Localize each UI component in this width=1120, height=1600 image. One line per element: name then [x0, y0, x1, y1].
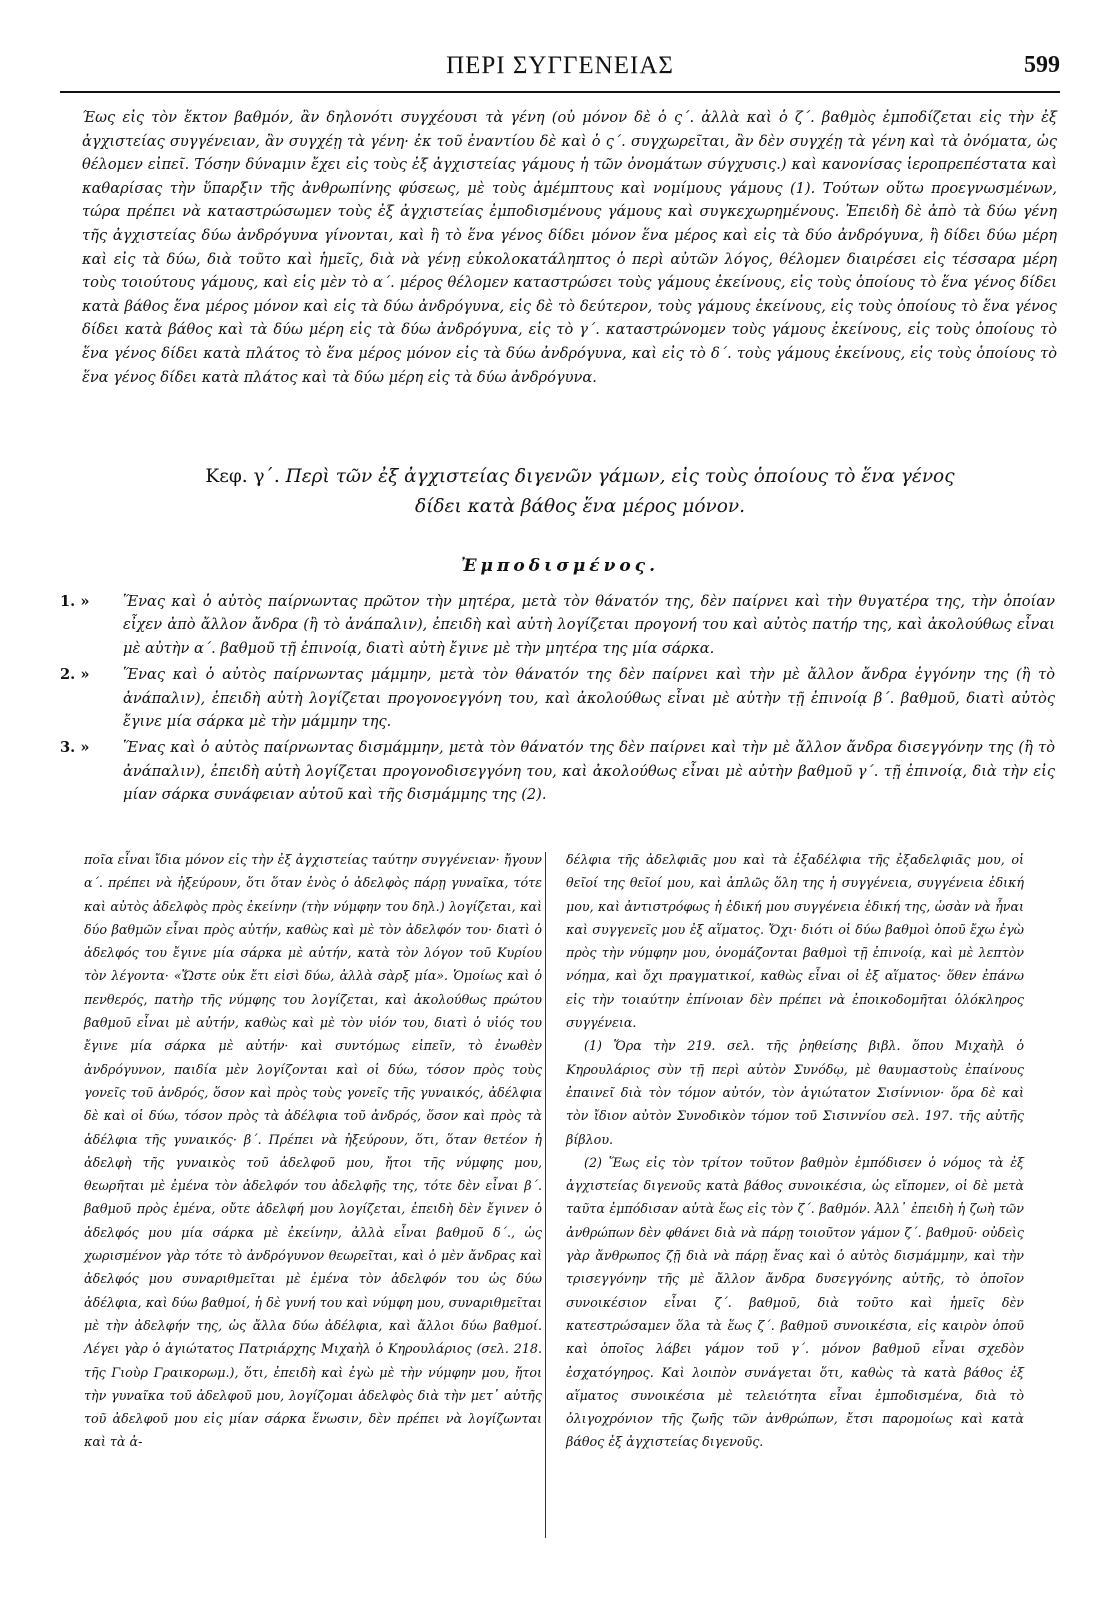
- rule-item: [60, 663, 1057, 733]
- rule-item: [60, 736, 1057, 806]
- rule-number: 1. »: [60, 593, 90, 610]
- rule-number: 3. »: [60, 739, 90, 757]
- header-rule: [60, 91, 1060, 93]
- chapter-heading: [140, 462, 1020, 522]
- rule-number: 2. »: [60, 666, 90, 684]
- rules-list: [60, 590, 1057, 810]
- chapter-title-2: δίδει κατὰ βάθος ἕνα μέρος μόνον.: [415, 496, 745, 517]
- footnote-column-right: [566, 848, 1024, 1454]
- chapter-heading-line-1: [140, 462, 1020, 492]
- rule-text: Ἕνας καὶ ὁ αὐτὸς παίρνωντας μάμμην, μετὰ τὸν θάνατόν της δὲν παίρνει καὶ τὴν μὲ ἄλλον ἄνδρα ἐγγόνην της (ἢ τὸ ἀνάπαλιν), ἐπειδὴ αὐτὴ λογίζεται προγονοεγγόνη του, καὶ ἀκολούθως εἶναι μὲ αὐτὴν τῇ ἐπινοίᾳ β΄. βαθμοῦ, διατὶ αὐτὸς ἔγινε μία σάρκα μὲ τὴν μάμμην της.: [123, 666, 1055, 731]
- rule-text: Ἕνας καὶ ὁ αὐτὸς παίρνωντας πρῶτον τὴν μητέρα, μετὰ τὸν θάνατόν της, δὲν παίρνει καὶ τὴν θυγατέρα της, τὴν ὁποίαν εἶχεν ἀπὸ ἄλλον ἄνδρα (ἢ τὸ ἀνάπαλιν), ἐπειδὴ καὶ αὐτὴ λογίζεται προγονή του καὶ αὐτὸς πατήρ της, καὶ ἀκολούθως εἶναι μὲ αὐτὴν α΄. βαθμοῦ τῇ ἐπινοίᾳ, διατὶ αὐτὴ ἔγινε μὲ τὴν μητέρα της μία σάρκα.: [123, 593, 1055, 657]
- rule-text: Ἕνας καὶ ὁ αὐτὸς παίρνωντας δισμάμμην, μετὰ τὸν θάνατόν της δὲν παίρνει καὶ τὴν μὲ ἄλλον ἄνδρα δισεγγόνην της (ἢ τὸ ἀνάπαλιν), ἐπειδὴ αὐτὴ λογίζεται προγονοδισεγγόνη του, καὶ ἀκολούθως εἶναι μὲ αὐτὴν βαθμοῦ γ΄. τῇ ἐπινοίᾳ, διὰ τὴν εἰς μίαν σάρκα συνάφειαν αὐτοῦ καὶ τῆς δισμάμμης της (2).: [123, 739, 1055, 804]
- rule-item: [60, 590, 1057, 660]
- footnote-text: δέλφια τῆς ἀδελφιᾶς μου καὶ τὰ ἐξαδέλφια τῆς ἐξαδελφιᾶς μου, οἱ θεῖοί της θεῖοί μου, καὶ ἁπλῶς ὅλη της ἡ συγγένεια, συγγένεια ἐδική μου, καὶ ἀντιστρόφως ἡ ἐδική μου συγγένεια ἐδική της, ὡσὰν νὰ ἦναι καὶ συγγενεῖς μου ἐξ αἵματος. Ὄχι· διότι οἱ δύω βαθμοὶ ὁποῦ ἔχω ἐγὼ πρὸς τὴν νύμφην μου, ὀνομάζονται βαθμοὶ τῇ ἐπινοίᾳ, καὶ μὲ λεπτὸν νόημα, καὶ ὄχι πραγματικοί, καθὼς εἶναι οἱ ἐξ αἵματος· ὅθεν ἐπάνω εἰς τὴν τοιαύτην ἐπίνοιαν δὲν πρέπει νὰ ἐποικοδομῆται ὁλόκληρος συγγένεια.: [566, 852, 1024, 1031]
- section-subheading: Ἐμποδισμένος.: [460, 556, 660, 576]
- footnote-1: (1) Ὅρα τὴν 219. σελ. τῆς ῥηθείσης βιβλ. ὅπου Μιχαὴλ ὁ Κηρουλάριος σὺν τῇ περὶ αὐτὸν Συνόδῳ, μὲ θαυμαστοὺς ἐπαίνους ἐπαινεῖ διὰ τὸν τόμον αὐτόν, τὸν ἁγιώτατον Σισίννιον· ὅρα δὲ καὶ τὸν ἴδιον αὐτὸν Συνοδικὸν τόμον τοῦ Σισιννίου σελ. 197. τῆς αὐτῆς βίβλου.: [566, 1038, 1024, 1147]
- page-number: 599: [1024, 52, 1060, 78]
- footnote-text: ποῖα εἶναι ἴδια μόνον εἰς τὴν ἐξ ἀγχιστείας ταύτην συγγένειαν· ἤγουν α΄. πρέπει νὰ ἠξεύρουν, ὅτι ὅταν ἑνὸς ὁ ἀδελφὸς πάρῃ γυναῖκα, τότε καὶ αὐτὸς ἀδελφὸς πρὸς ἐκείνην (τὴν νύμφην του δηλ.) λογίζεται, καὶ δύο βαθμῶν εἶναι πρὸς αὐτήν, καθὼς καὶ μὲ τὸν ἀδελφόν του· διατὶ ὁ ἀδελφός του ἔγινε μία σάρκα μὲ αὐτήν, κατὰ τὸν λόγον τοῦ Κυρίου τὸν λέγοντα· «Ὥστε οὐκ ἔτι εἰσὶ δύω, ἀλλὰ σὰρξ μία». Ὁμοίως καὶ ὁ πενθερός, πατὴρ τῆς νύμφης του λογίζεται, καὶ ἀκολούθως πρώτου βαθμοῦ εἶναι μὲ αὐτήν, καθὼς καὶ μὲ τὸν υἱόν του, διατὶ ὁ υἱός του ἔγινε μία σάρκα μὲ αὐτήν· καὶ συντόμως εἰπεῖν, τὸ ἐνωθὲν ἀνδρόγυνον, παιδία μὲν λογίζονται καὶ οἱ δύω, τόσον πρὸς τοὺς γονεῖς τοῦ ἀνδρός, ὅσον καὶ πρὸς τοὺς γονεῖς τῆς γυναικός, ἀδέλφια δὲ καὶ οἱ δύω, τόσον πρὸς τὰ ἀδέλφια τοῦ ἀνδρός, ὅσον καὶ πρὸς τὰ ἀδέλφια τῆς γυναικός· β΄. Πρέπει νὰ ἠξεύρουν, ὅτι, ὅταν θετέον ἡ ἀδελφὴ τῆς γυναικὸς τοῦ ἀδελφοῦ μου, ἤτοι τῆς νύμφης μου, θεωρῆται μὲ ἐμένα τὸν ἀδελφόν του ἀδελφῆς της, τότε δὲν εἶναι β΄. βαθμοῦ πρὸς ἐμένα, οὔτε ἀδελφή μου λογίζεται, ἐπειδὴ δὲν ἔγινεν ὁ ἀδελφός μου μία σάρκα μὲ ἐκείνην, ἀλλὰ εἶναι βαθμοῦ δ΄., ὡς χωρισμένον γὰρ τότε τὸ ἀνδρόγυνον θεωρεῖται, καὶ ὁ μὲν ἄνδρας καὶ ἀδελφός μου συναριθμεῖται μὲ ἐμένα τὸν ἀδελφόν του ὡς δύω ἀδέλφια, καὶ δύω βαθμοί, ἡ δὲ γυνή του καὶ νύμφη μου, συναριθμεῖται μὲ τὴν ἀδελφήν της, ὡς ἄλλα δύω ἀδέλφια, καὶ ἄλλοι δύω βαθμοί. Λέγει γὰρ ὁ ἁγιώτατος Πατριάρχης Μιχαὴλ ὁ Κηρουλάριος (σελ. 218. τῆς Γιοὺρ Γραικορωμ.), ὅτι, ἐπειδὴ καὶ ἐγὼ μὲ τὴν νύμφην μου, ἤτοι τὴν γυναῖκα τοῦ ἀδελφοῦ μου, λογίζομαι ἀδελφὸς διὰ τὴν μετ᾽ αὐτῆς τοῦ ἀδελφοῦ μου εἰς μίαν σάρκα ἕνωσιν, δὲν πρέπει νὰ λογίζωνται καὶ τὰ ἀ-: [84, 852, 542, 1450]
- footnote-column-left: [84, 848, 542, 1454]
- chapter-label: Κεφ. γ΄.: [205, 466, 280, 487]
- page-header: [60, 52, 1060, 92]
- chapter-title-1: Περὶ τῶν ἐξ ἀγχιστείας διγενῶν γάμων, εἰς τοὺς ὁποίους τὸ ἕνα γένος: [285, 466, 955, 487]
- running-title: ΠΕΡΙ ΣΥΓΓΕΝΕΙΑΣ: [446, 52, 674, 79]
- intro-paragraph: Έως εἰς τὸν ἕκτον βαθμόν, ἂν δηλονότι συγχέουσι τὰ γένη (οὐ μόνον δὲ ὁ ς΄. ἀλλὰ καὶ ὁ ζ΄. βαθμὸς ἐμποδίζεται εἰς τὴν ἐξ ἀγχιστείας συγγένειαν, ἂν συγχέῃ τὰ γένη· ἐκ τοῦ ἐναντίου δὲ καὶ ὁ ς΄. συγχωρεῖται, ἂν δὲν συγχέῃ τὰ γένη καὶ τὰ ὀνόματα, ὡς θέλομεν εἰπεῖ. Τόσην δύναμιν ἔχει εἰς τοὺς ἐξ ἀγχιστείας γάμους ἡ τῶν ὀνομάτων σύγχυσις.) καὶ κανονίσας ἱεροπρεπέστατα καὶ καθαρίσας τὴν ὕπαρξιν τῆς ἀνθρωπίνης φύσεως, μὲ τοὺς ἀμέμπτους καὶ νομίμους γάμους (1). Τούτων οὕτω προεγνωσμένων, τώρα πρέπει νὰ καταστρώσωμεν τοὺς ἐξ ἀγχιστείας ἐμποδισμένους γάμους καὶ συγκεχωρημένους. Ἐπειδὴ δὲ ἀπὸ τὰ δύω γένη τῆς ἀγχιστείας δύω ἀνδρόγυνα γίνονται, καὶ ἢ τὸ ἕνα γένος δίδει μόνον ἕνα μέρος καὶ εἰς τὰ δύο ἀνδρόγυνα, ἢ δίδει δύω μέρη καὶ εἰς τὰ δύω, διὰ τοῦτο καὶ ἡμεῖς, διὰ νὰ γένῃ εὐκολοκατάληπτος ὁ περὶ αὐτῶν λόγος, θέλομεν διαιρέσει εἰς τέσσαρα μέρη τοὺς τοιούτους γάμους, καὶ εἰς μὲν τὸ α΄. μέρος θέλομεν καταστρώσει τοὺς γάμους ἐκείνους, εἰς τοὺς ὁποίους τὸ ἕνα γένος δίδει κατὰ βάθος ἕνα μέρος μόνον καὶ εἰς τὰ δύω ἀνδρόγυνα, εἰς δὲ τὸ δεύτερον, τοὺς γάμους ἐκείνους, εἰς τοὺς ὁποίους τὸ ἕνα γένος δίδει κατὰ βάθος καὶ τὰ δύω μέρη εἰς τὰ δύω ἀνδρόγυνα, εἰς τὸ γ΄. καταστρώνομεν τοὺς γάμους ἐκείνους, εἰς τοὺς ὁποίους τὸ ἕνα γένος δίδει κατὰ πλάτος τὸ ἕνα μέρος μόνον εἰς τὰ δύω ἀνδρόγυνα, καὶ εἰς τὸ δ΄. τοὺς γάμους ἐκείνους, εἰς τοὺς ὁποίους τὸ ἕνα γένος δίδει κατὰ πλάτος καὶ τὰ δύω μέρη εἰς τὰ δύω ἀνδρόγυνα.: [82, 109, 1057, 386]
- column-divider: [545, 852, 546, 1538]
- footnote-2: (2) Ἕως εἰς τὸν τρίτον τοῦτον βαθμὸν ἐμπόδισεν ὁ νόμος τὰ ἐξ ἀγχιστείας διγενοῦς κατὰ βάθος συνοικέσια, ὡς εἴπομεν, οἱ δὲ μετὰ ταῦτα ἐμπόδισαν αὐτὰ ἕως εἰς τὸν ζ΄. βαθμόν. Ἀλλ᾽ ἐπειδὴ ἡ ζωὴ τῶν ἀνθρώπων δὲν φθάνει διὰ νὰ πάρῃ τοιοῦτον γάμον ζ΄. βαθμοῦ· οὐδεὶς γὰρ ἄνθρωπος ζῇ διὰ νὰ πάρῃ ἕνας καὶ ὁ αὐτὸς δισμάμμην, καὶ τὴν τρισεγγόνην τῆς μὲ ἄλλον ἄνδρα δυσεγγόνης αὐτῆς, τὸ ὁποῖον συνοικέσιον εἶναι ζ΄. βαθμοῦ, διὰ τοῦτο καὶ ἡμεῖς δὲν κατεστρώσαμεν ὅλα τὰ ἕως ζ΄. βαθμοῦ συνοικέσια, εἰς καιρὸν ὁποῦ καὶ ὁποῖος λάβει γάμον τοῦ γ΄. μόνον βαθμοῦ εἶναι σχεδὸν ἐσχατόγηρος. Καὶ λοιπὸν συνάγεται ὅτι, καθὼς τὰ κατὰ βάθος ἐξ αἵματος συνοικέσια μὲ τελειότητα εἶναι ἐμποδισμένα, διὰ τὸ ὀλιγοχρόνιον τῆς ζωῆς τῶν ἀνθρώπων, ἔτσι παρομοίως καὶ κατὰ βάθος ἐξ ἀγχιστείας διγενοῦς.: [566, 1154, 1024, 1450]
